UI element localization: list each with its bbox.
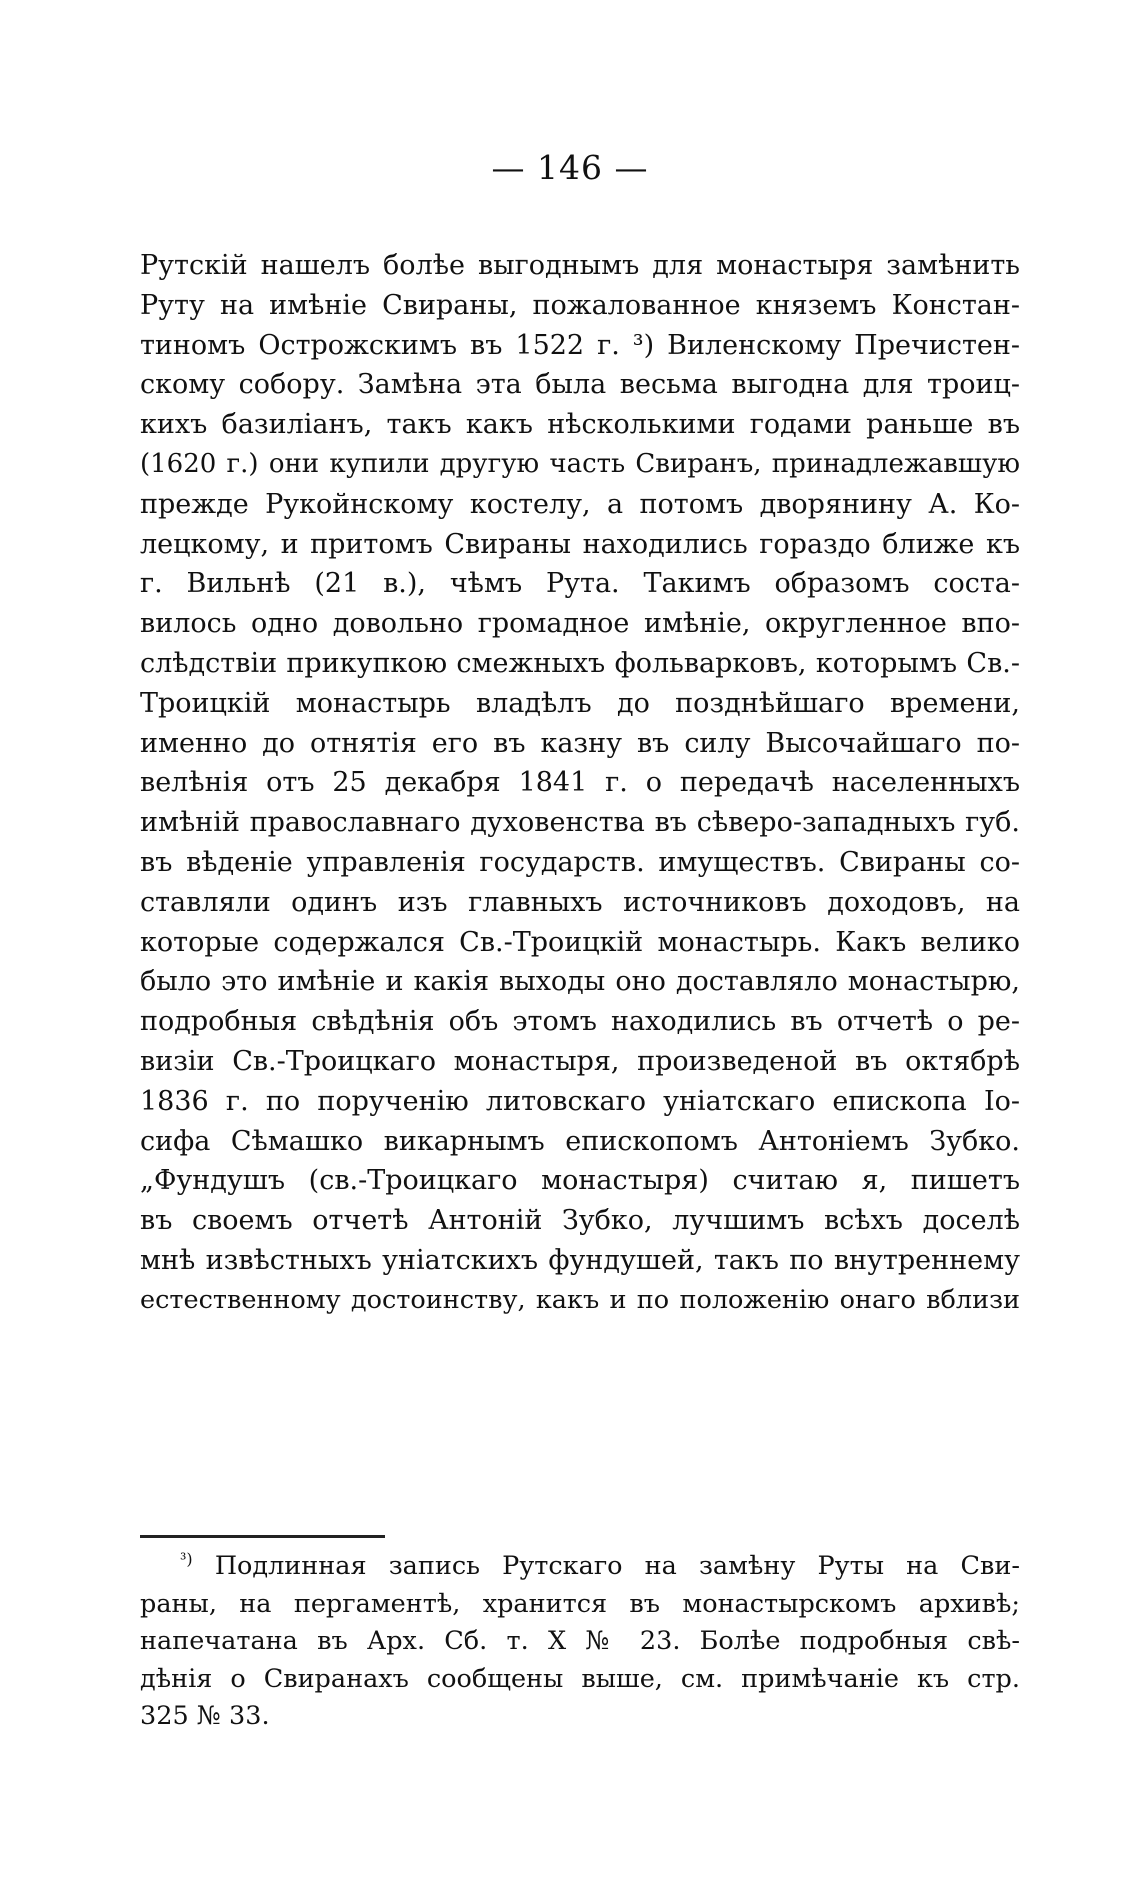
text-line: велѣнія отъ 25 декабря 1841 г. о передачѣ населенныхъ [140,767,1020,799]
text-line: сифа Сѣмашко викарнымъ епископомъ Антоніемъ Зубко. [140,1125,1020,1157]
text-line: прежде Рукойнскому костелу, а потомъ дворянину А. Ко- [140,488,1020,520]
main-text [140,246,1020,1321]
text-line: визіи Св.-Троицкаго монастыря, произведеной въ октябрѣ [140,1045,1020,1077]
text-line: лецкому, и притомъ Свираны находились гораздо ближе къ [140,528,1020,560]
footnote-marker: ³) [180,1549,193,1569]
text-line: имѣній православнаго духовенства въ сѣверо-западныхъ губ. [140,807,1020,839]
footnote-line [140,1548,1020,1586]
text-line: слѣдствіи прикупкою смежныхъ фольварковъ, которымъ Св.- [140,647,1020,679]
footnote-line: 325 № 33. [140,1701,270,1732]
footnote-line: напечатана въ Арх. Сб. т. X № 23. Болѣе подробныя свѣ- [140,1626,1020,1657]
text-line: Рутскій нашелъ болѣе выгоднымъ для монастыря замѣнить [140,250,1020,281]
text-line: въ своемъ отчетѣ Антоній Зубко, лучшимъ всѣхъ доселѣ [140,1205,1020,1237]
text-line: именно до отнятія его въ казну въ силу Высочайшаго по- [140,727,1020,759]
footnote-line: дѣнія о Свиранахъ сообщены выше, см. примѣчаніе къ стр. [140,1663,1020,1694]
footnote-first-text: Подлинная запись Рутскаго на замѣну Руты на Сви- [214,1551,1020,1581]
text-line: подробныя свѣдѣнія объ этомъ находились въ отчетѣ о ре- [140,1006,1020,1038]
footnote [140,1548,1020,1736]
footnote-divider [140,1535,385,1538]
text-line: Руту на имѣніе Свираны, пожалованное княземъ Констан- [140,289,1020,321]
text-line: тиномъ Острожскимъ въ 1522 г. ³) Виленскому Пречистен- [140,329,1020,361]
text-line: кихъ базиліанъ, такъ какъ нѣсколькими годами раньше въ [140,409,1020,441]
text-line: вилось одно довольно громадное имѣніе, округленное впо- [140,608,1020,640]
text-line: которые содержался Св.-Троицкій монастырь. Какъ велико [140,926,1020,958]
text-line: мнѣ извѣстныхъ уніатскихъ фундушей, такъ по внутреннему [140,1244,1020,1276]
text-line: „Фундушъ (св.-Троицкаго монастыря) считаю я, пишетъ [140,1165,1020,1197]
text-line: въ вѣденіе управленія государств. имуществъ. Свираны со- [140,846,1020,878]
text-line: 1836 г. по порученію литовскаго уніатскаго епископа Іо- [140,1085,1020,1117]
text-line: Троицкій монастырь владѣлъ до позднѣйшаго времени, [140,687,1020,719]
text-line: г. Вильнѣ (21 в.), чѣмъ Рута. Такимъ образомъ соста- [140,568,1020,600]
text-line: скому собору. Замѣна эта была весьма выгодна для троиц- [140,369,1020,401]
text-line: естественному достоинству, какъ и по положенію онаго вблизи [140,1284,1020,1315]
footnote-line: раны, на пергаментѣ, хранится въ монастырскомъ архивѣ; [140,1588,1020,1619]
text-line: ставляли одинъ изъ главныхъ источниковъ доходовъ, на [140,886,1020,918]
page-number: — 146 — [491,148,649,187]
text-line: (1620 г.) они купили другую часть Свиранъ, принадлежавшую [140,448,1020,479]
text-line: было это имѣніе и какія выходы оно доставляло монастырю, [140,966,1020,998]
